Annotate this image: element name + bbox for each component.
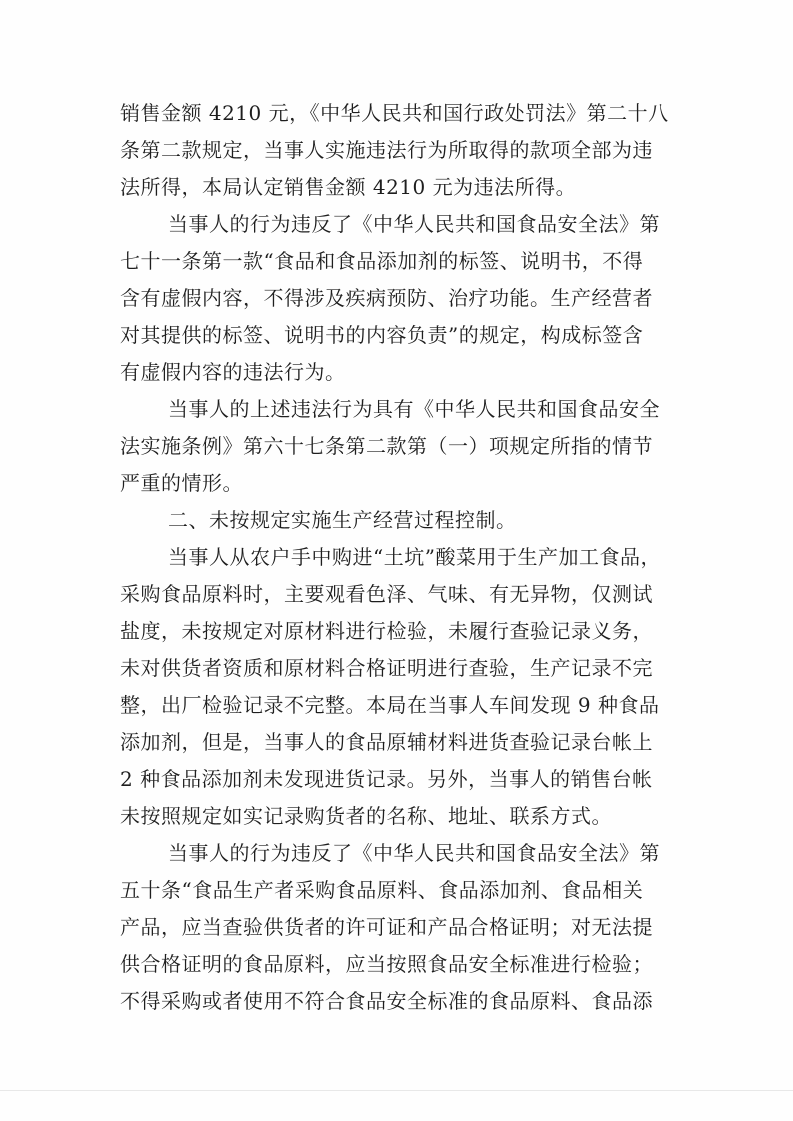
text-line: 2 种食品添加剂未发现进货记录。另外，当事人的销售台帐 xyxy=(120,767,653,791)
text-line: 销售金额 4210 元，《中华人民共和国行政处罚法》第二十八 xyxy=(120,101,669,125)
text-line: 采购食品原料时，主要观看色泽、气味、有无异物，仅测试 xyxy=(120,582,653,606)
text-line: 未按照规定如实记录购货者的名称、地址、联系方式。 xyxy=(120,804,612,828)
text-line: 有虚假内容的违法行为。 xyxy=(120,360,346,384)
text-line: 未对供货者资质和原材料合格证明进行查验，生产记录不完 xyxy=(120,656,653,680)
text-line: 盐度，未按规定对原材料进行检验，未履行查验记录义务， xyxy=(120,619,653,643)
text-line: 五十条“食品生产者采购食品原料、食品添加剂、食品相关 xyxy=(120,878,644,902)
text-line: 七十一条第一款“食品和食品添加剂的标签、说明书，不得 xyxy=(120,249,644,273)
text-line: 供合格证明的食品原料，应当按照食品安全标准进行检验； xyxy=(120,952,653,976)
text-line: 添加剂，但是，当事人的食品原辅材料进货查验记录台帐上 xyxy=(120,730,653,754)
text-line: 严重的情形。 xyxy=(120,471,243,495)
scan-edge-line xyxy=(0,1090,793,1091)
text-line: 产品，应当查验供货者的许可证和产品合格证明；对无法提 xyxy=(120,915,653,939)
text-line: 当事人的行为违反了《中华人民共和国食品安全法》第 xyxy=(168,841,660,865)
text-line: 对其提供的标签、说明书的内容负责”的规定，构成标签含 xyxy=(120,323,644,347)
text-line: 法所得，本局认定销售金额 4210 元为违法所得。 xyxy=(120,175,577,199)
section-heading: 二、未按规定实施生产经营过程控制。 xyxy=(168,508,517,532)
text-line: 当事人的上述违法行为具有《中华人民共和国食品安全 xyxy=(168,397,660,421)
text-line: 法实施条例》第六十七条第二款第（一）项规定所指的情节 xyxy=(120,434,653,458)
text-line: 含有虚假内容，不得涉及疾病预防、治疗功能。生产经营者 xyxy=(120,286,653,310)
text-line: 不得采购或者使用不符合食品安全标准的食品原料、食品添 xyxy=(120,989,653,1013)
text-line: 当事人的行为违反了《中华人民共和国食品安全法》第 xyxy=(168,212,660,236)
text-line: 整，出厂检验记录不完整。本局在当事人车间发现 9 种食品 xyxy=(120,693,660,717)
text-line: 条第二款规定，当事人实施违法行为所取得的款项全部为违 xyxy=(120,138,653,162)
text-line: 当事人从农户手中购进“土坑”酸菜用于生产加工食品， xyxy=(168,545,661,569)
